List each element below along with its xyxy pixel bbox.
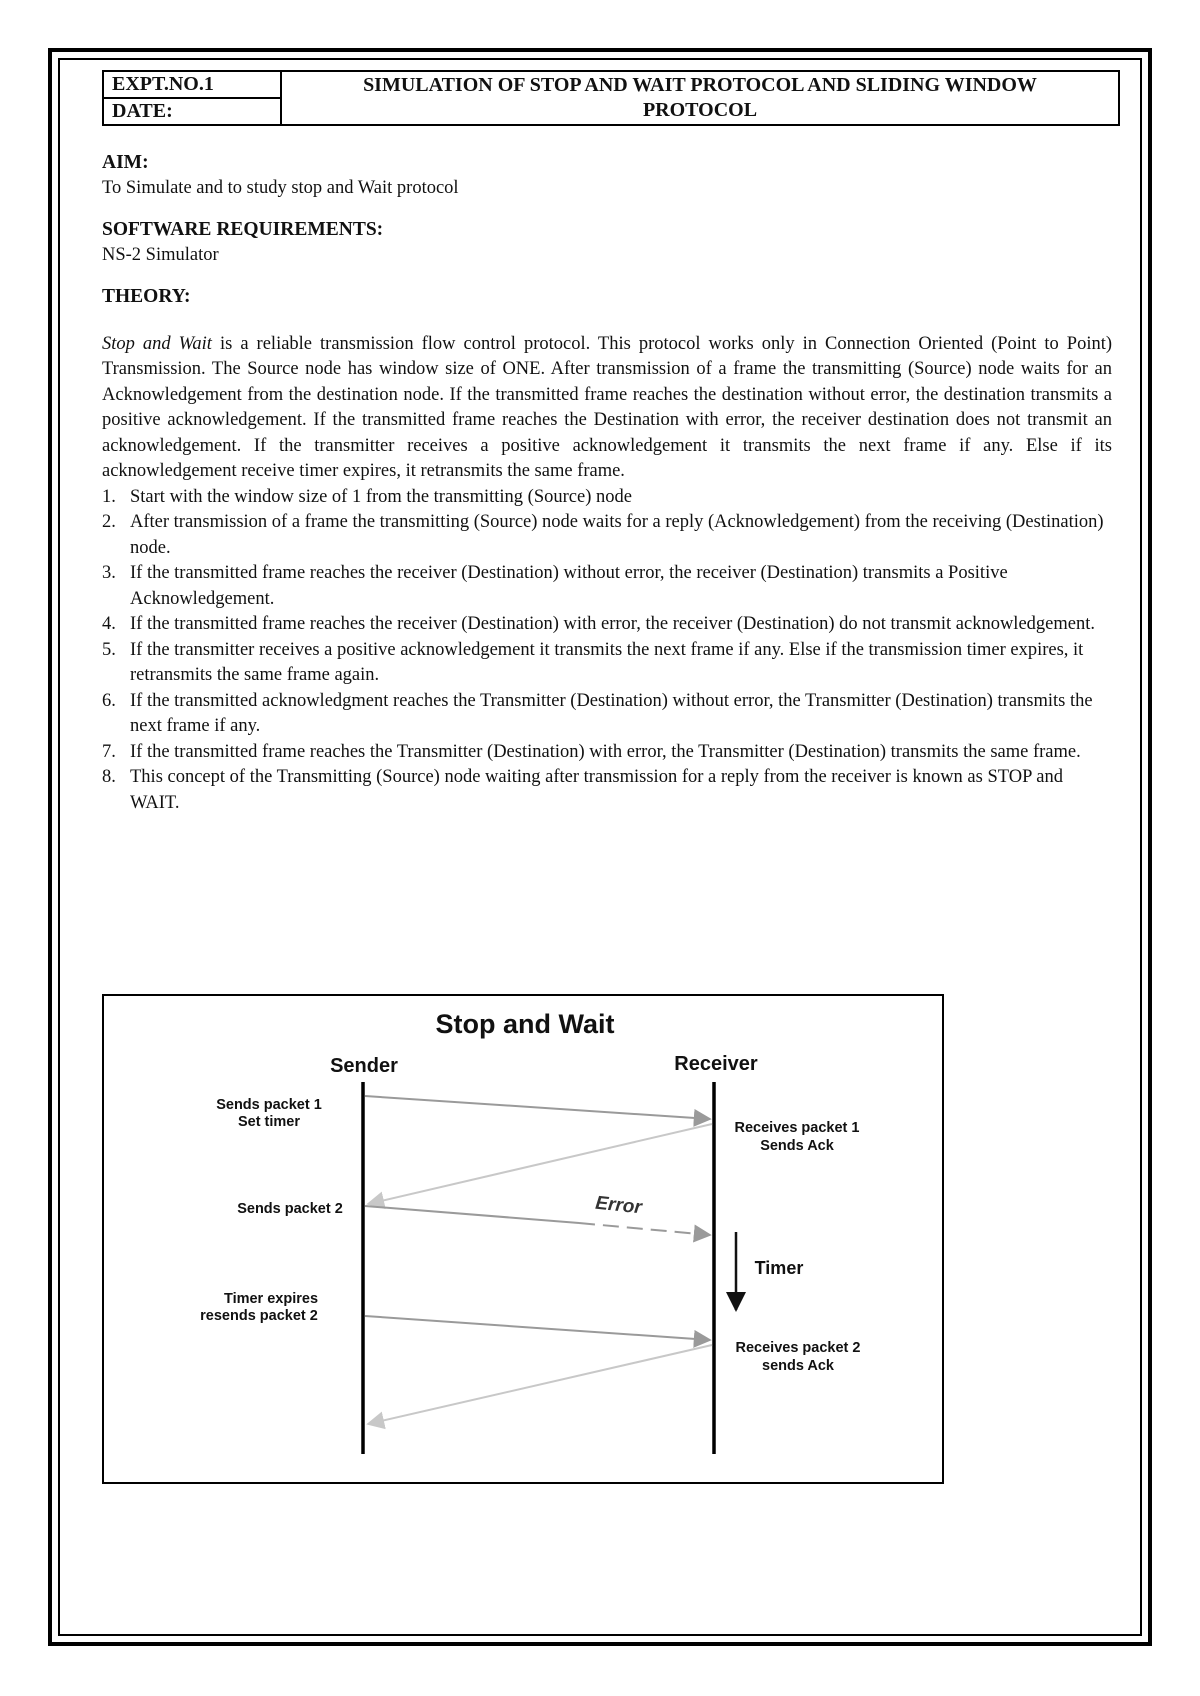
ack-1-arrow [368, 1124, 712, 1204]
diagram-canvas [104, 996, 942, 1482]
date-label: DATE: [112, 100, 173, 122]
theory-steps-list [102, 485, 1112, 817]
list-item: 5. If the transmitter receives a positive acknowledgement it transmits the next frame if any. Else if the transmission timer expires, it retransmits the same frame again. [102, 639, 1084, 685]
timer-label: Timer [754, 1258, 804, 1278]
list-item: 4. If the transmitted frame reaches the receiver (Destination) with error, the receiver (Destination) do not transmit acknowledgement. [102, 614, 1095, 634]
packet-1-arrow [365, 1096, 710, 1119]
sender-label: Sender [330, 1055, 398, 1077]
header-left-cells [104, 72, 282, 124]
title-line-1: SIMULATION OF STOP AND WAIT PROTOCOL AND SLIDING WINDOW [363, 74, 1037, 96]
list-item: 1. Start with the window size of 1 from the transmitting (Source) node [102, 486, 632, 507]
stop-and-wait-diagram [102, 994, 944, 1484]
list-item: 7. If the transmitted frame reaches the Transmitter (Destination) with error, the Transmitter (Destination) transmits the same frame. [102, 741, 1081, 762]
sends-ack-2-label: sends Ack [762, 1358, 834, 1374]
theory-heading: THEORY: [102, 286, 191, 307]
list-item: 3. If the transmitted frame reaches the receiver (Destination) without error, the receiver (Destination) transmits a Positive Acknowledgement. [102, 563, 1008, 609]
packet-2-arrow [365, 1206, 579, 1223]
receiver-label: Receiver [674, 1053, 758, 1075]
list-item: 2. After transmission of a frame the transmitting (Source) node waits for a reply (Acknowledgement) from the receiving (Destination) node. [102, 512, 1104, 558]
sends-packet-1-label: Sends packet 1 [216, 1097, 322, 1113]
list-item: 6. If the transmitted acknowledgment reaches the Transmitter (Destination) without error, the Transmitter (Destination) transmits the next frame if any. [102, 690, 1093, 736]
experiment-number: EXPT.NO.1 [104, 72, 280, 99]
resends-packet-2-label: resends packet 2 [200, 1308, 318, 1324]
receives-packet-1-label: Receives packet 1 [734, 1120, 860, 1136]
aim-heading: AIM: [102, 152, 149, 173]
experiment-title [282, 72, 1118, 124]
theory-paragraph [102, 332, 1112, 485]
aim-text: To Simulate and to study stop and Wait protocol [102, 177, 459, 198]
software-text: NS-2 Simulator [102, 244, 219, 265]
error-label: Error [594, 1192, 643, 1219]
packet-2-resend-arrow [365, 1316, 710, 1340]
list-item: 8. This concept of the Transmitting (Source) node waiting after transmission for a reply from the receiver is known as STOP and WAIT. [102, 767, 1064, 813]
experiment-header [102, 70, 1120, 126]
theory-intro-term: Stop and Wait [102, 333, 212, 354]
document-body [102, 150, 1112, 816]
packet-2-lost-segment [579, 1223, 710, 1235]
software-heading: SOFTWARE REQUIREMENTS: [102, 219, 384, 240]
theory-intro-text: is a reliable transmission flow control protocol. This protocol works only in Connection Oriented (Point to Point) Transmission. The Source node has window size of ONE. After transmission of a frame the transmitting (Source) node waits for an Acknowledgement from the destination node. If the transmitted frame reaches the destination without error, the destination transmits a positive acknowledgement. If the transmitted frame reaches the Destination with error, the receiver destination does not transmit an acknowledgement. If the transmitter receives a positive acknowledgement it transmits the next frame if any. Else if its acknowledgement receive timer expires, it retransmits the same frame. [102, 333, 1113, 481]
sends-packet-2-label: Sends packet 2 [237, 1201, 343, 1217]
ack-2-arrow [368, 1345, 712, 1424]
diagram-title: Stop and Wait [435, 1009, 615, 1039]
timer-expires-label: Timer expires [223, 1291, 319, 1307]
title-line-2: PROTOCOL [642, 99, 758, 121]
receives-packet-2-label: Receives packet 2 [735, 1340, 861, 1356]
sends-ack-1-label: Sends Ack [760, 1138, 834, 1154]
set-timer-label: Set timer [237, 1114, 301, 1130]
